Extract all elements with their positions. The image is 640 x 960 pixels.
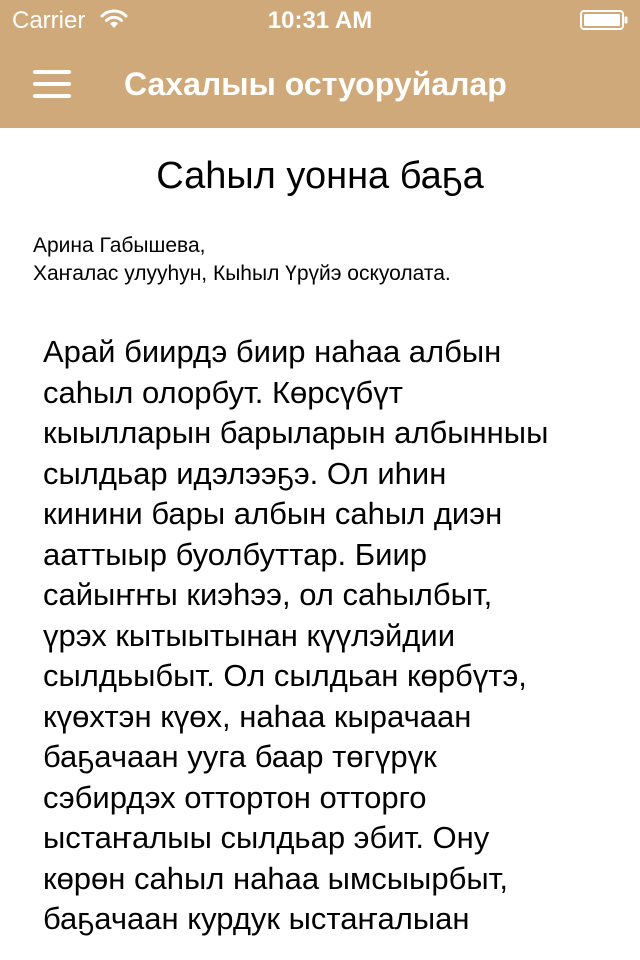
body-line: баҕачаан ууга баар төгүрүк [43, 739, 437, 774]
body-line: баҕачаан курдук ыстаҥалыан [43, 901, 470, 936]
status-time: 10:31 AM [267, 7, 373, 34]
body-line: сэбирдэх оттортон отторго [43, 779, 427, 815]
navigation-bar [0, 40, 640, 128]
battery-icon [580, 10, 628, 30]
body-line: ааттыыр буолбуттар. Биир [43, 536, 428, 572]
article-title: Саһыл уонна баҕа [156, 155, 484, 197]
carrier-label: Carrier [12, 7, 86, 34]
author-school: Хаҥалас улууһун, Кыһыл Үрүйэ оскуолата. [33, 262, 451, 285]
menu-button[interactable] [24, 60, 80, 108]
body-line: ыстаҥалыы сылдьар эбит. Ону [43, 820, 490, 855]
status-bar [0, 0, 640, 40]
body-line: сылдьыбыт. Ол сылдьан көрбүтэ, [43, 658, 527, 693]
nav-title: Сахалыы остуоруйалар [124, 66, 507, 102]
body-line: сылдьар идэлээҕэ. Ол иһин [43, 455, 447, 491]
body-line: кыылларын барыларын албынныы [43, 415, 549, 450]
article-body [43, 332, 618, 940]
body-line: үрэх кытыытынан күүлэйдии [43, 617, 456, 653]
body-line: күөхтэн күөх, наһаа кырачаан [43, 698, 472, 734]
body-line: Арай биирдэ биир наһаа албын [43, 334, 502, 369]
article-content[interactable] [0, 128, 640, 936]
body-line: сайыҥҥы киэһээ, ол саһылбыт, [43, 577, 493, 612]
body-line: саһыл олорбут. Көрсүбүт [43, 374, 403, 410]
body-line: кинини бары албын саһыл диэн [43, 496, 503, 531]
app-header [0, 0, 640, 128]
author-name: Арина Габышева, [33, 234, 206, 257]
author-info [33, 232, 613, 288]
body-line: көрөн саһыл наһаа ымсыырбыт, [43, 860, 508, 896]
